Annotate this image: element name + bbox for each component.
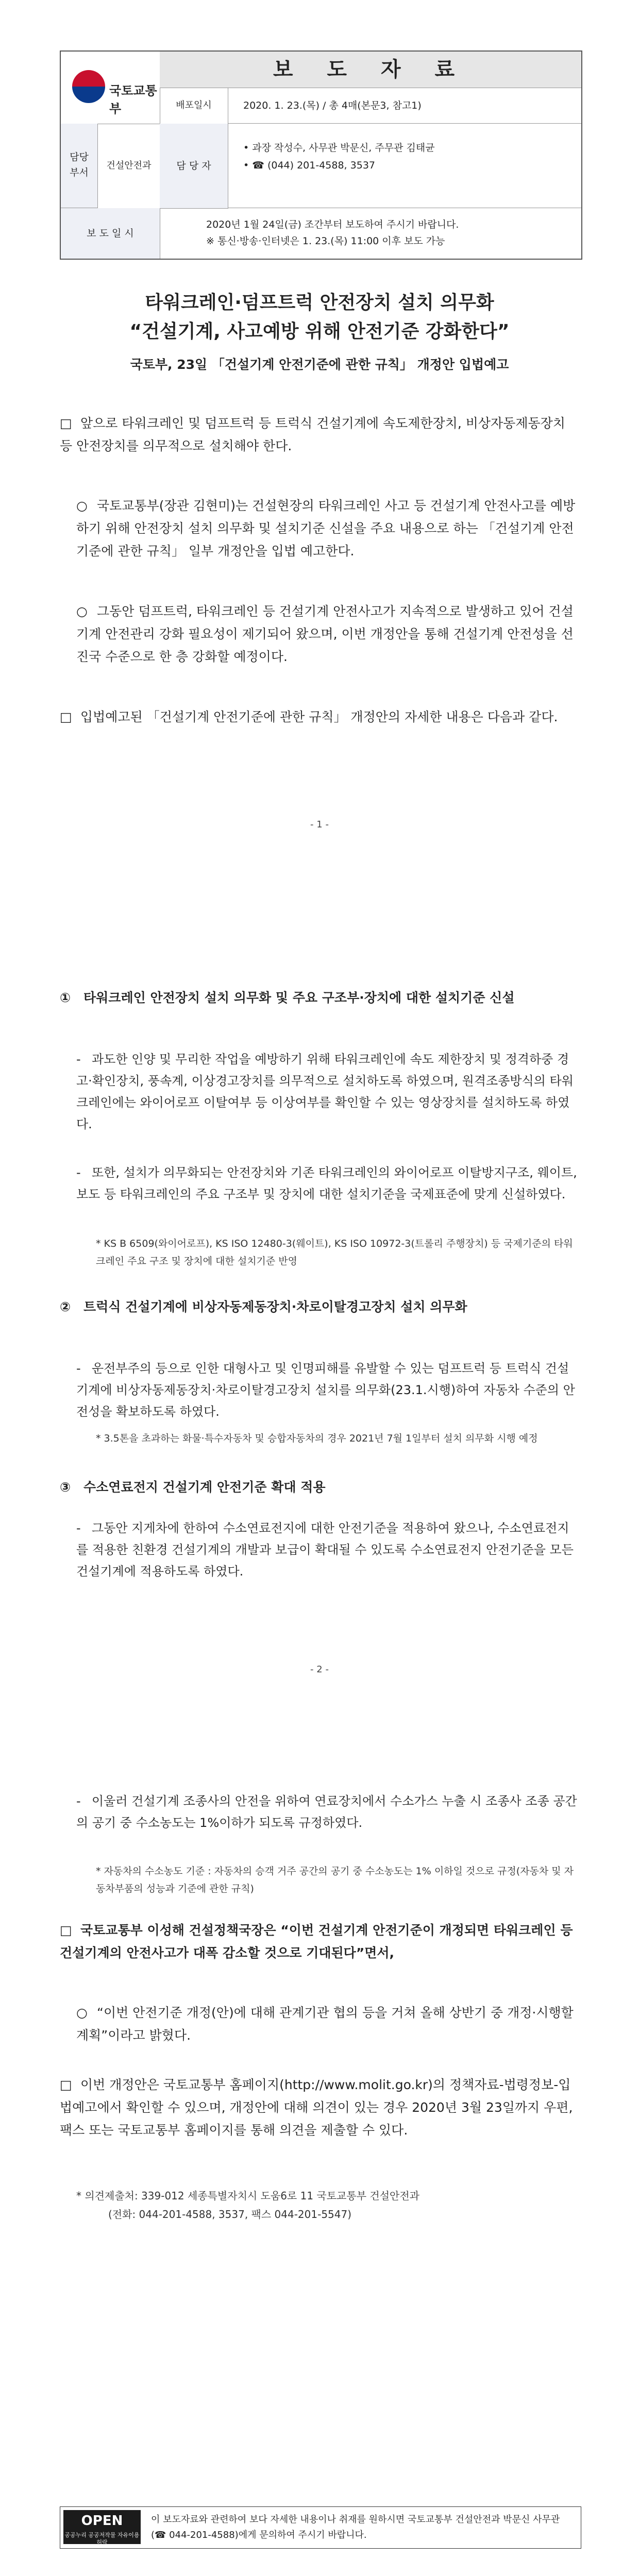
section-heading-3 — [60, 1476, 580, 1499]
open-license-text: 이 보도자료와 관련하여 보다 자세한 내용이나 취재를 원하시면 국토교통부 건설안전과 박문신 사무관(☎ 044-201-4588)에게 문의하여 주시기 바랍니다. — [151, 2514, 560, 2540]
embargo-note: ※ 통신·방송·인터넷은 1. 23.(목) 11:00 이후 보도 가능 — [206, 235, 445, 247]
contact-address: * 의견제출처: 339-012 세종특별자치시 도움6로 11 국토교통부 건설안전과 — [76, 2190, 419, 2202]
footnote-hydrogen: * 자동차의 수소농도 기준 : 자동차의 승객 거주 공간의 공기 중 수소농도는 1% 이하일 것으로 규정(자동차 및 자동차부품의 성능과 기준에 관한 규칙) — [96, 1866, 574, 1894]
paragraph-1: □ 앞으로 타워크레인 및 덤프트럭 등 트럭식 건설기계에 속도제한장치, 비상자동제동장치 등 안전장치를 의무적으로 설치해야 한다. — [60, 416, 565, 453]
hydrogen-paragraph-text: 이울러 건설기계 조종사의 안전을 위하여 연료장치에서 수소가스 누출 시 조종사 조종 공간의 공기 중 수소농도는 1%이하가 되도록 규정하였다. — [76, 1794, 577, 1830]
page-3 — [0, 1723, 639, 2576]
page-number: - 1 - — [310, 819, 329, 830]
page-2 — [0, 889, 639, 1723]
paragraph-2: ○ 국토교통부(장관 김현미)는 건설현장의 타워크레인 사고 등 건설기계 안전사고를 예방하기 위해 안전장치 설치 의무화 및 설치기준 신설을 주요 내용으로 하는 「건설기계 안전기준에 관한 규칙」 일부 개정안을 입법 예고한다. — [76, 498, 576, 558]
section-2-item-1-text: 운전부주의 등으로 인한 대형사고 및 인명피해를 유발할 수 있는 덤프트럭 등 트럭식 건설기계에 비상자동제동장치·차로이탈경고장치 설치를 의무화(23.1.시행)하여 자동차 수준의 안전성을 확보하도록 하였다. — [76, 1361, 575, 1419]
paragraph-3-text: 그동안 덤프트럭, 타워크레인 등 건설기계 안전사고가 지속적으로 발생하고 있어 건설기계 안전관리 강화 필요성이 제기되어 왔으며, 이번 개정안을 통해 건설기계 안전성을 선진국 수준으로 한 층 강화할 예정이다. — [76, 604, 574, 664]
paragraph-4: □ 입법예고된 「건설기계 안전기준에 관한 규칙」 개정안의 자세한 내용은 다음과 같다. — [60, 709, 558, 724]
quote-paragraph-2: ○ “이번 안전기준 개정(안)에 대해 관계기관 협의 등을 거쳐 올해 상반기 중 개정·시행할 계획”이라고 밝혔다. — [76, 2005, 574, 2043]
paragraph-3: ○ 그동안 덤프트럭, 타워크레인 등 건설기계 안전사고가 지속적으로 발생하고 있어 건설기계 안전관리 강화 필요성이 제기되어 왔으며, 이번 개정안을 통해 건설기계 안전성을 선진국 수준으로 한 층 강화할 예정이다. — [76, 604, 574, 664]
section-heading-text: 수소연료전지 건설기계 안전기준 확대 적용 — [83, 1480, 326, 1495]
date-label: 배포일시 — [160, 88, 228, 124]
page-number: - 2 - — [310, 1664, 329, 1675]
headline-subtitle: 국토부, 23일 「건설기계 안전기준에 관한 규칙」 개정안 입법예고 — [130, 357, 509, 372]
section-heading-text: 트럭식 건설기계에 비상자동제동장치·차로이탈경고장치 설치 의무화 — [83, 1299, 467, 1314]
hydrogen-paragraph: - 이울러 건설기계 조종사의 안전을 위하여 연료장치에서 수소가스 누출 시 조종사 조종 공간의 공기 중 수소농도는 1%이하가 되도록 규정하였다. — [76, 1794, 577, 1830]
open-license-box — [60, 2506, 581, 2549]
footnote-standards: * KS B 6509(와이어로프), KS ISO 12480-3(웨이트), KS ISO 10972-3(트롤리 주행장치) 등 국제기준의 타워크레인 주요 구조 및 장치에 대한 설치기준 반영 — [96, 1238, 573, 1267]
section-number: ② — [60, 1299, 71, 1314]
ministry-logo — [61, 52, 160, 124]
notice-paragraph: □ 이번 개정안은 국토교통부 홈페이지(http://www.molit.go.kr)의 정책자료-법령정보-입법예고에서 확인할 수 있으며, 개정안에 대해 의견이 있는 경우 2020년 3월 23일까지 우편, 팩스 또는 국토교통부 홈페이지를 통해 의견을 제출할 수 있다. — [60, 2077, 573, 2138]
section-heading-1 — [60, 987, 580, 1009]
ministry-name: 국토교통부 — [109, 83, 157, 116]
quote-paragraph-1: □ 국토교통부 이성해 건설정책국장은 “이번 건설기계 안전기준이 개정되면 타워크레인 등 건설기계의 안전사고가 대폭 감소할 것으로 기대된다”면서, — [60, 1923, 573, 1960]
footnote-schedule: * 3.5톤을 초과하는 화물·특수자동차 및 승합자동차의 경우 2021년 7월 1일부터 설치 의무화 시행 예정 — [96, 1433, 538, 1444]
section-3-item-1-text: 그동안 지게차에 한하여 수소연료전지에 대한 안전기준을 적용하여 왔으나, 수소연료전지를 적용한 친환경 건설기계의 개발과 보급이 확대될 수 있도록 수소연료전지 안전기준을 모든 건설기계에 적용하도록 하였다. — [76, 1521, 574, 1579]
manager-label: 담 당 자 — [160, 124, 228, 209]
paragraph-2-text: 국토교통부(장관 김현미)는 건설현장의 타워크레인 사고 등 건설기계 안전사고를 예방하기 위해 안전장치 설치 의무화 및 설치기준 신설을 주요 내용으로 하는 「건설기계 안전기준에 관한 규칙」 일부 개정안을 입법 예고한다. — [76, 498, 576, 558]
dept-label: 담당 부서 — [61, 124, 98, 208]
notice-paragraph-text: 이번 개정안은 국토교통부 홈페이지(http://www.molit.go.kr)의 정책자료-법령정보-입법예고에서 확인할 수 있으며, 개정안에 대해 의견이 있는 경우 2020년 3월 23일까지 우편, 팩스 또는 국토교통부 홈페이지를 통해 의견을 제출할 수 있다. — [60, 2077, 573, 2138]
section-1-item-1-text: 과도한 인양 및 무리한 작업을 예방하기 위해 타워크레인에 속도 제한장치 및 정격하중 경고·확인장치, 풍속계, 이상경고장치를 의무적으로 설치하도록 하였으며, 원격조종방식의 타워크레인에는 와이어로프 이탈여부 등 이상여부를 확인할 수 있는 영상장치를 설치하도록 하였다. — [76, 1052, 574, 1131]
headline-line2: “건설기계, 사고예방 위해 안전기준 강화한다” — [129, 321, 510, 342]
section-3-item-1: - 그동안 지게차에 한하여 수소연료전지에 대한 안전기준을 적용하여 왔으나, 수소연료전지를 적용한 친환경 건설기계의 개발과 보급이 확대될 수 있도록 수소연료전지 안전기준을 모든 건설기계에 적용하도록 하였다. — [76, 1521, 574, 1579]
section-heading-2 — [60, 1296, 580, 1318]
open-license-logo — [63, 2510, 141, 2544]
embargo-line: 2020년 1월 24일(금) 조간부터 보도하여 주시기 바랍니다. — [206, 219, 459, 230]
open-logo-sub: 공공누리 공공저작물 자유이용허락 — [64, 2532, 140, 2546]
section-number: ③ — [60, 1480, 71, 1495]
dept-value: 건설안전과 — [98, 124, 160, 209]
section-1-item-2: - 또한, 설치가 의무화되는 안전장치와 기존 타워크레인의 와이어로프 이탈방지구조, 웨이트, 보도 등 타워크레인의 주요 구조부 및 장치에 대한 설치기준을 국제표준에 맞게 신설하였다. — [76, 1165, 577, 1201]
paragraph-1-text: 앞으로 타워크레인 및 덤프트럭 등 트럭식 건설기계에 속도제한장치, 비상자동제동장치 등 안전장치를 의무적으로 설치해야 한다. — [60, 416, 565, 453]
press-release-header-table — [60, 50, 582, 260]
headline-line1: 타워크레인·덤프트럭 안전장치 설치 의무화 — [145, 292, 494, 313]
section-number: ① — [60, 990, 71, 1005]
section-heading-text: 타워크레인 안전장치 설치 의무화 및 주요 구조부·장치에 대한 설치기준 신설 — [83, 990, 515, 1005]
manager-line: • 과장 작성수, 사무관 박문신, 주무관 김태균 — [243, 142, 435, 154]
section-2-item-1: - 운전부주의 등으로 인한 대형사고 및 인명피해를 유발할 수 있는 덤프트럭 등 트럭식 건설기계에 비상자동제동장치·차로이탈경고장치 설치를 의무화(23.1.시행)하여 자동차 수준의 안전성을 확보하도록 하였다. — [76, 1361, 575, 1419]
quote-paragraph-1-text: 국토교통부 이성해 건설정책국장은 “이번 건설기계 안전기준이 개정되면 타워크레인 등 건설기계의 안전사고가 대폭 감소할 것으로 기대된다”면서, — [60, 1923, 573, 1960]
emblem-icon — [72, 70, 105, 103]
embargo-value — [160, 208, 581, 259]
quote-paragraph-2-text: “이번 안전기준 개정(안)에 대해 관계기관 협의 등을 거쳐 올해 상반기 중 개정·시행할 계획”이라고 밝혔다. — [76, 2005, 574, 2043]
phone-line: • ☎ (044) 201-4588, 3537 — [243, 160, 375, 171]
date-value: 2020. 1. 23.(목) / 총 4매(본문3, 참고1) — [228, 88, 581, 124]
open-logo-text: OPEN — [81, 2513, 123, 2529]
page-1 — [0, 0, 639, 889]
doc-type-title: 보 도 자 료 — [160, 52, 581, 88]
section-1-item-1: - 과도한 인양 및 무리한 작업을 예방하기 위해 타워크레인에 속도 제한장치 및 정격하중 경고·확인장치, 풍속계, 이상경고장치를 의무적으로 설치하도록 하였으며, 원격조종방식의 타워크레인에는 와이어로프 이탈여부 등 이상여부를 확인할 수 있는 영상장치를 설치하도록 하였다. — [76, 1052, 574, 1131]
paragraph-4-text: 입법예고된 「건설기계 안전기준에 관한 규칙」 개정안의 자세한 내용은 다음과 같다. — [80, 709, 558, 724]
contact-phone: (전화: 044-201-4588, 3537, 팩스 044-201-5547) — [108, 2208, 352, 2221]
headline — [0, 289, 639, 346]
manager-value — [228, 124, 581, 208]
section-1-item-2-text: 또한, 설치가 의무화되는 안전장치와 기존 타워크레인의 와이어로프 이탈방지구조, 웨이트, 보도 등 타워크레인의 주요 구조부 및 장치에 대한 설치기준을 국제표준에 맞게 신설하였다. — [76, 1165, 577, 1201]
embargo-label: 보 도 일 시 — [61, 208, 160, 259]
